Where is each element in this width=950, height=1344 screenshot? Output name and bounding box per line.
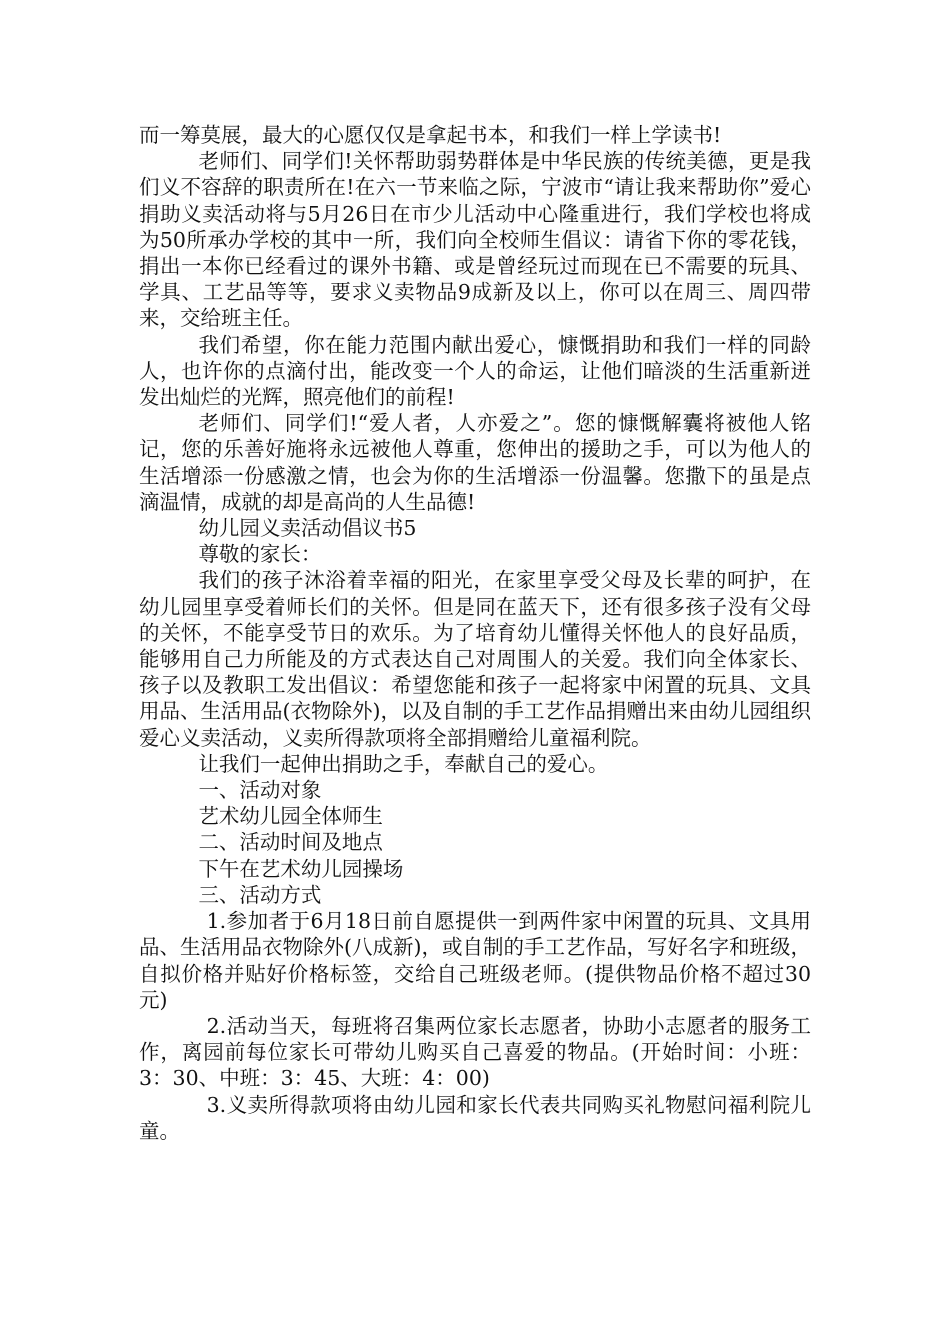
heading-method: 三、活动方式	[198, 882, 322, 907]
heading-target: 一、活动对象	[198, 778, 322, 803]
heading-time-place: 二、活动时间及地点	[198, 830, 383, 855]
paragraph-continuation: 而一筹莫展，最大的心愿仅仅是拿起书本，和我们一样上学读书!	[139, 123, 722, 147]
time-place-text: 下午在艺术幼儿园操场	[198, 856, 404, 881]
paragraph-call: 让我们一起伸出捐助之手，奉献自己的爱心。	[198, 751, 609, 776]
paragraph-hope: 我们希望，你在能力范围内献出爱心，慷慨捐助和我们一样的同龄人，也许你的点滴付出，能改变一个人的命运，让他们暗淡的生活重新迸发出灿烂的光辉，照亮他们的前程!	[139, 332, 811, 410]
target-text: 艺术幼儿园全体师生	[198, 804, 383, 829]
paragraph-intro: 我们的孩子沐浴着幸福的阳光，在家里享受父母及长辈的呵护，在幼儿园里享受着师长们的关怀。但是同在蓝天下，还有很多孩子没有父母的关怀，不能享受节日的欢乐。为了培育幼儿懂得关怀他人的良好品质，能够用自己力所能及的方式表达自己对周围人的关爱。我们向全体家长、孩子以及教职工发出倡议：希望您能和孩子一起将家中闲置的玩具、文具用品、生活用品(衣物除外)，以及自制的手工艺作品捐赠出来由幼儿园组织爱心义卖活动，义卖所得款项将全部捐赠给儿童福利院。	[139, 568, 811, 750]
section-title: 幼儿园义卖活动倡议书5	[198, 516, 417, 541]
method-item-2: 2.活动当天，每班将召集两位家长志愿者，协助小志愿者的服务工作，离园前每位家长可带幼儿购买自己喜爱的物品。(开始时间：小班：3：30、中班：3：45、大班：4：00)	[139, 1013, 811, 1091]
paragraph-appeal: 老师们、同学们!关怀帮助弱势群体是中华民族的传统美德，更是我们义不容辞的职责所在!在六一节来临之际，宁波市“请让我来帮助你”爱心捐助义卖活动将与5月26日在市少儿活动中心隆重进行，我们学校也将成为50所承办学校的其中一所，我们向全校师生倡议：请省下你的零花钱，捐出一本你已经看过的课外书籍、或是曾经玩过而现在已不需要的玩具、学具、工艺品等等，要求义卖物品9成新及以上，你可以在周三、周四带来，交给班主任。	[139, 149, 811, 331]
document-page	[139, 122, 811, 1144]
paragraph-closing: 老师们、同学们!“爱人者，人亦爱之”。您的慷慨解囊将被他人铭记，您的乐善好施将永远被他人尊重，您伸出的援助之手，可以为他人的生活增添一份感激之情，也会为你的生活增添一份温馨。您撒下的虽是点滴温情，成就的却是高尚的人生品德!	[139, 411, 811, 514]
salutation: 尊敬的家长：	[198, 542, 322, 567]
method-item-3: 3.义卖所得款项将由幼儿园和家长代表共同购买礼物慰问福利院儿童。	[139, 1092, 811, 1143]
method-item-1: 1.参加者于6月18日前自愿提供一到两件家中闲置的玩具、文具用品、生活用品衣物除外(八成新)，或自制的手工艺作品，写好名字和班级，自拟价格并贴好价格标签，交给自己班级老师。(提供物品价格不超过30元)	[139, 909, 811, 1012]
